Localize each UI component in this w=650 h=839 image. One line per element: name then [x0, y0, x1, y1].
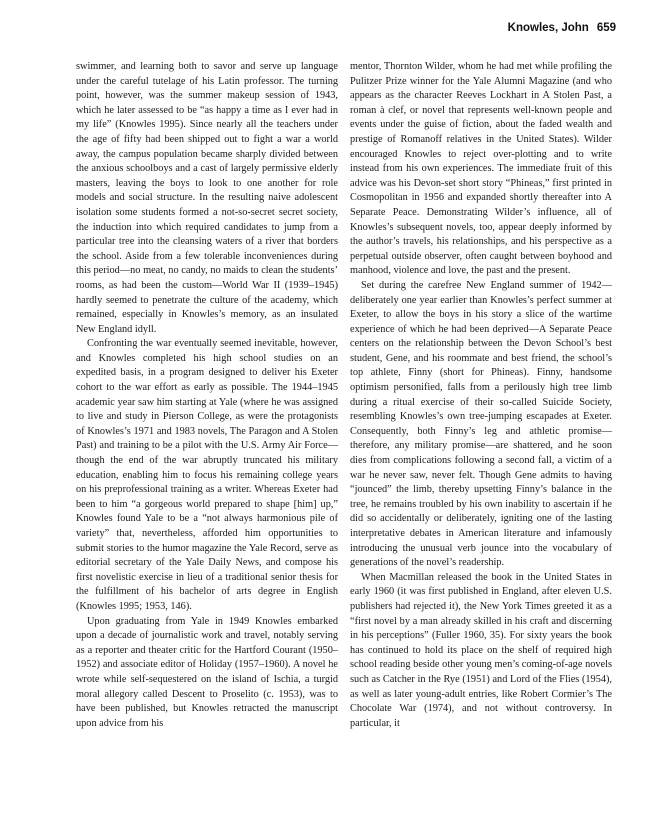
page-number: 659 [596, 22, 616, 34]
paragraph: When Macmillan released the book in the United States in early 1960 (it was first published in England, after eleven U.S. publishers had rejected it), the New York Times greeted it as a “first novel by a man already skilled in his craft and discerning in his perceptions” (Fuller 1960, 35). For sixty years the book has continued to hold its place on the shelf of required high school reading beside other young men’s coming-of-age novels such as Catcher in the Rye (1951) and Lord of the Flies (1954), as well as later young-adult entries, like Robert Cormier’s The Chocolate War (1974), and not without controversy. In particular, it [350, 571, 612, 729]
paragraph: Confronting the war eventually seemed inevitable, however, and Knowles completed his high school studies on an expedited basis, in a program designed to deliver his Exeter cohort to the war effort as early as possible. The 1944–1945 academic year saw him starting at Yale (where he was assigned to live and study in Pierson College, as were the protagonists of Knowles’s 1971 and 1983 novels, The Paragon and A Stolen Past) and training to be a pilot with the U.S. Army Air Force—though the end of the war abruptly truncated his military education, enabling him to focus his remaining college years on his preprofessional training as a writer. Whereas Exeter had been to him “a gorgeous world prepared to shape [him] up,” Knowles found Yale to be a “not always harmonious pile of variety” that, nevertheless, afforded him opportunities to submit stories to the humor magazine the Yale Record, serve as editorial secretary of the Yale Daily News, and compose his first novelistic exercise in lieu of a traditional senior thesis for the fulfillment of his bachelor of arts degree in English (Knowles 1995; 1953, 146). [76, 338, 338, 612]
paragraph: swimmer, and learning both to savor and serve up language under the careful tutelage of his Latin professor. The turning point, however, was the summer makeup session of 1943, which he later assessed to be “as happy a time as I ever had in my life” (Knowles 1995). Since nearly all the teachers under the age of fifty had been shipped out to fight a war a world away, the campus population became sharply divided between the anxious schoolboys and a cast of largely permissive elderly masters, leaving the boys to look to one another for role models and social structure. In the resulting naive adolescent isolation some students formed a not-so-secret secret society, the induction into which required candidates to jump from a particular tree into the cleansing waters of a river that borders the school. Aside from a few tolerable inconveniences during this period—no meat, no candy, no maids to clean the students’ rooms, as had been the custom—World War II (1939–1945) hardly seemed to penetrate the culture of the academy, which remained, especially in Knowles’s memory, as an insulated New England idyll. [76, 61, 338, 335]
running-head-author: Knowles, John [507, 22, 589, 34]
paragraph: Upon graduating from Yale in 1949 Knowles embarked upon a decade of journalistic work and travel, notably serving as a reporter and theater critic for the Hartford Courant (1950–1952) and associate editor of Holiday (1957–1960). A novel he wrote while self-sequestered on the island of Ischia, a turgid moral allegory called Descent to Proselito (c. 1953), was to have been published, but Knowles retracted the manuscript upon advice from his [76, 615, 338, 729]
paragraph: mentor, Thornton Wilder, whom he had met while profiling the Pulitzer Prize winner for the Yale Alumni Magazine (and who appears as the character Reeves Lockhart in A Stolen Past, a roman à clef, or novel that represents well-known people and events under the guise of fiction, about the faded wealth and prestige of Romanoff relatives in the United States). Wilder encouraged Knowles to reject over-plotting and to write instead from his own experiences. The immediate fruit of this advice was his Devon-set short story “Phineas,” first printed in Cosmopolitan in 1956 and expanded shortly thereafter into A Separate Peace. Demonstrating Wilder’s influence, all of Knowles’s subsequent novels, too, appear deeply informed by the author’s travels, his relationships, and his perspective as a perpetual outside observer, often caught between boyhood and manhood, violence and love, the past and the present. [350, 61, 612, 277]
right-column [350, 60, 612, 731]
running-head [508, 22, 616, 34]
left-column [76, 60, 338, 731]
paragraph: Set during the carefree New England summer of 1942—deliberately one year earlier than Knowles’s perfect summer at Exeter, to allow the boys in his story a slice of the wartime experience of which he had been deprived—A Separate Peace centers on the relationship between the Devon School’s best student, Gene, and his roommate and best friend, the school’s top athlete, Finny (short for Phineas). Finny, handsome optimism personified, falls from a perilously high tree limb during a ritual exercise of their so-called Suicide Society, resembling Knowles’s own tree-jumping escapades at Exeter. Consequently, both Finny’s leg and athletic promise—therefore, any military promise—are shattered, and he soon dies from complications following a second fall, a victim of a war he never saw, never felt. Though Gene admits to having “jounced” the limb, thereby upsetting Finny’s balance in the tree, he remains troubled by his own inability to ascertain if he did so accidentally or deliberately, igniting one of the lasting interpretative debates in American literature and infamously introducing the unusual verb jounce into the vocabulary of generations of the novel’s readership. [350, 279, 612, 569]
